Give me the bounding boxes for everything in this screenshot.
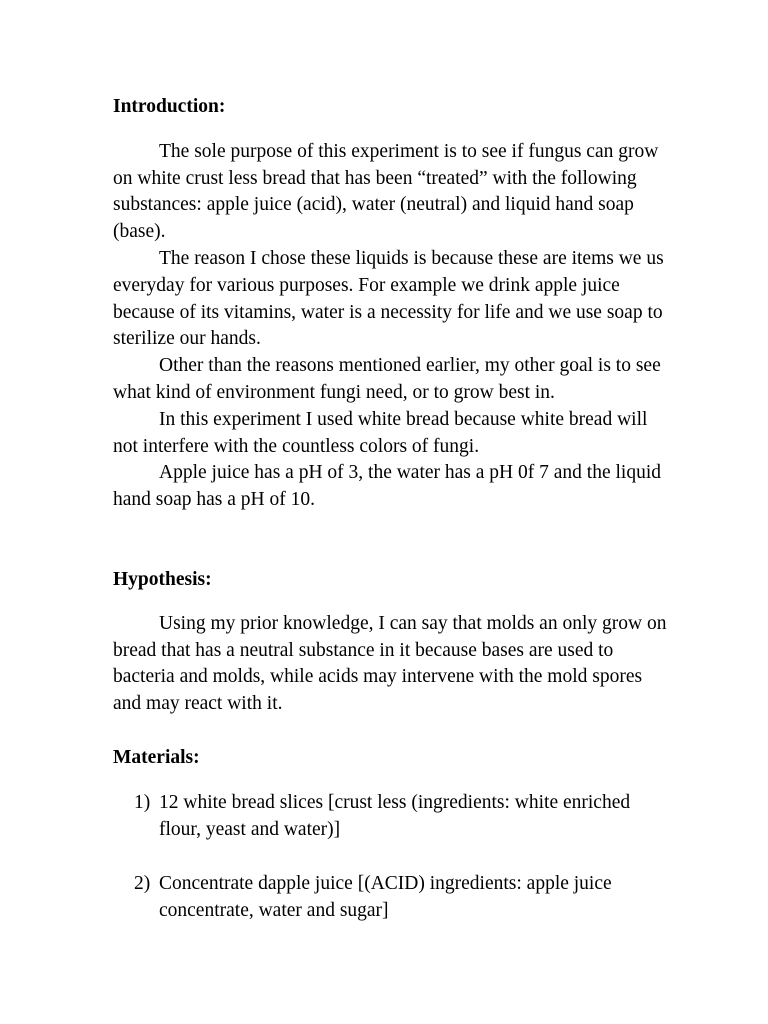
materials-list — [113, 790, 673, 925]
materials-item — [113, 871, 673, 925]
materials-item-number: 1) — [134, 791, 151, 813]
introduction-paragraph-ph: Apple juice has a pH of 3, the water has a pH 0f 7 and the liquid hand soap has a pH of 10. — [113, 462, 661, 511]
materials-section — [113, 745, 673, 953]
hypothesis-paragraph: Using my prior knowledge, I can say that molds an only grow on bread that has a neutral substance in it because bases are used to bacteria and molds, while acids may intervene with the mold spores and may react with it. — [113, 612, 667, 715]
materials-item-number: 2) — [134, 873, 151, 895]
hypothesis-section — [113, 567, 673, 718]
materials-heading: Materials: — [113, 747, 200, 768]
introduction-heading: Introduction: — [113, 96, 226, 117]
hypothesis-heading: Hypothesis: — [113, 569, 212, 590]
materials-item-text: Concentrate dapple juice [(ACID) ingredients: apple juice concentrate, water and sugar] — [159, 873, 612, 922]
materials-item — [113, 790, 673, 844]
introduction-paragraph-purpose: The sole purpose of this experiment is to see if fungus can grow on white crust less bread that has been “treated” with the following substances: apple juice (acid), water (neutral) and liquid hand soap (base). — [113, 140, 659, 243]
introduction-body — [113, 139, 673, 514]
hypothesis-body — [113, 611, 673, 718]
introduction-paragraph-bread: In this experiment I used white bread because white bread will not interfere with the countless colors of fungi. — [113, 408, 648, 457]
introduction-paragraph-goal: Other than the reasons mentioned earlier, my other goal is to see what kind of environment fungi need, or to grow best in. — [113, 355, 661, 403]
introduction-section — [113, 94, 673, 514]
materials-item-text: 12 white bread slices [crust less (ingredients: white enriched flour, yeast and water)] — [159, 791, 631, 840]
introduction-paragraph-reason: The reason I chose these liquids is because these are items we us everyday for various purposes. For example we drink apple juice because of its vitamins, water is a necessity for life and we use soap to sterilize our hands. — [113, 247, 664, 350]
